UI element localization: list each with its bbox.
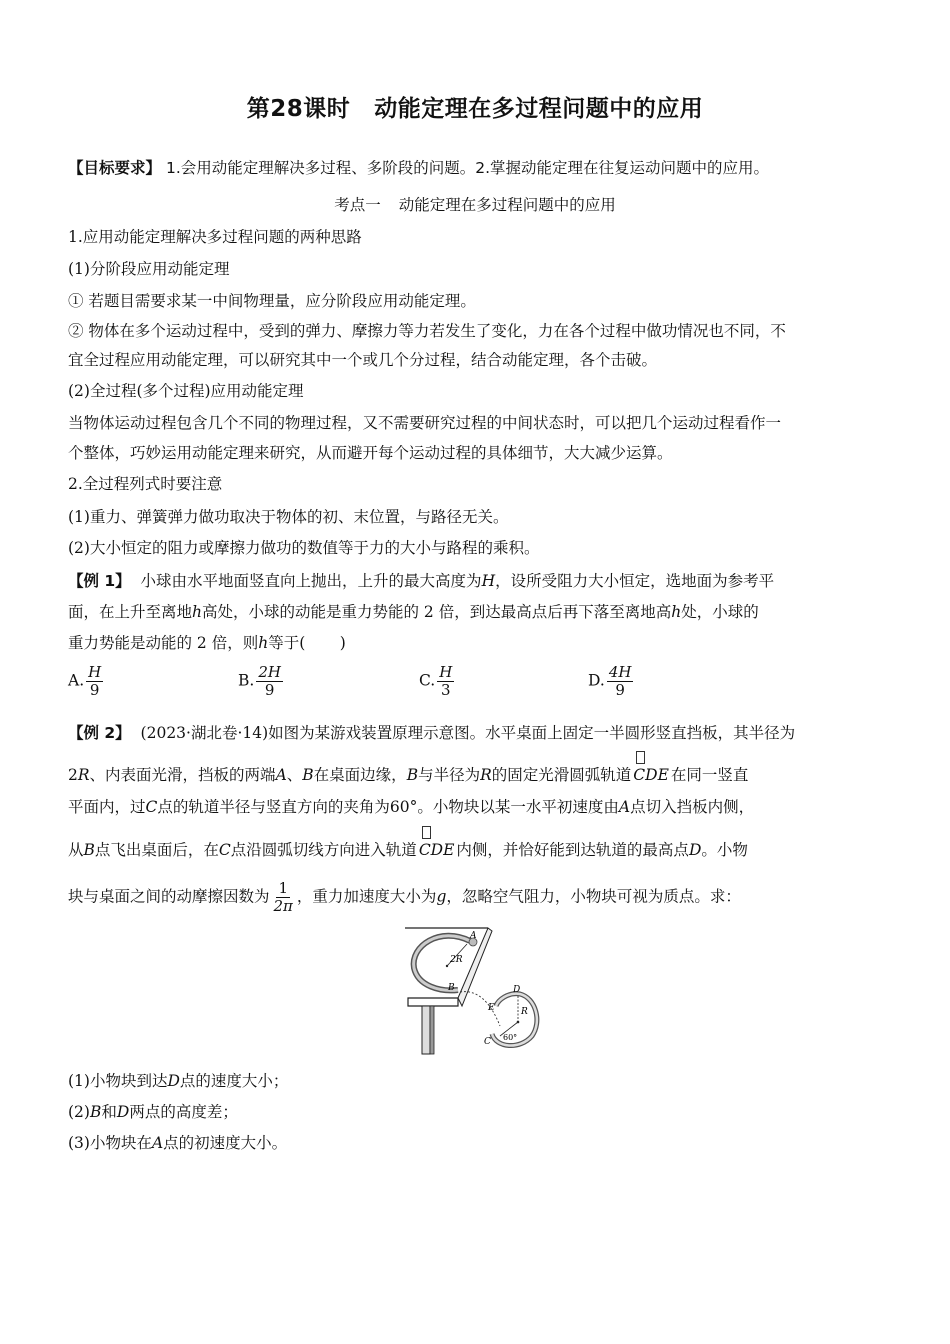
section-label: 考点一 [334,196,381,214]
arc-symbol: CDE [633,765,669,785]
example-1-line-2: 面，在上升至离地h高处，小球的动能是重力势能的 2 倍，到达最高点后再下落至离地高h处，小球的 [68,603,759,621]
objectives-label: 【目标要求】 [68,159,162,177]
paragraph: (1)分阶段应用动能定理 [68,260,230,278]
diagram-table-leg [422,1006,430,1054]
page-title [0,90,950,123]
diagram-label-r: R [521,1007,528,1017]
example-2-label: 【例 2】 [68,724,131,742]
example-2-line-3: 平面内，过C点的轨道半径与竖直方向的夹角为60°。小物块以某一水平初速度由A点切入挡板内侧， [68,798,755,816]
paragraph: 宜全过程应用动能定理，可以研究其中一个或几个分过程，结合动能定理，各个击破。 [68,351,658,369]
paragraph: ① 若题目需要求某一中间物理量，应分阶段应用动能定理。 [68,292,476,310]
paragraph: ② 物体在多个运动过程中，受到的弹力、摩擦力等力若发生了变化，力在各个过程中做功情况也不同，不 [68,322,786,340]
example-1-line-3: 重力势能是动能的 2 倍，则h等于( ) [68,634,346,652]
question-1: (1)小物块到达D点的速度大小； [68,1072,289,1090]
paragraph: (2)全过程(多个过程)应用动能定理 [68,382,304,400]
title-lesson-number: 第28课时 [246,96,351,122]
option-c[interactable]: C. $\frac{H}{3}$ [419,663,453,699]
paragraph: 1.应用动能定理解决多过程问题的两种思路 [68,228,362,246]
game-device-diagram [400,926,555,1056]
diagram-label-a: A [470,931,477,941]
option-d[interactable]: D. $\frac{4H}{9}$ [588,663,632,699]
diagram-label-b: B [448,983,455,993]
paragraph: (1)重力、弹簧弹力做功取决于物体的初、末位置，与路径无关。 [68,508,509,526]
example-2-line-2: 2R、内表面光滑，挡板的两端A、B在桌面边缘，B与半径为R的固定光滑圆弧轨道 CDE 在同一竖直 [68,765,888,785]
example-1-line-1: 【例 1】 小球由水平地面竖直向上抛出，上升的最大高度为H，设所受阻力大小恒定，选地面为参考平 [68,572,775,590]
question-3: (3)小物块在A点的初速度大小。 [68,1134,288,1152]
section-heading [0,193,950,215]
example-2-line-5: 块与桌面之间的动摩擦因数为 $\frac{1}{2\pi}$ ，重力加速度大小为g，忽略空气阻力，小物块可视为质点。求： [68,879,741,915]
diagram-label-d: D [513,985,521,995]
diagram-table-top [408,998,458,1006]
section-title: 动能定理在多过程问题中的应用 [398,196,616,214]
friction-fraction: $\frac{1}{2\pi}$ [273,879,293,915]
paragraph: (2)大小恒定的阻力或摩擦力做功的数值等于力的大小与路程的乘积。 [68,539,540,557]
option-a[interactable]: A. $\frac{H}{9}$ [68,663,102,699]
objectives-text: 1.会用动能定理解决多过程、多阶段的问题。2.掌握动能定理在往复运动问题中的应用。 [165,159,770,177]
example-1-label: 【例 1】 [68,572,131,590]
paragraph: 个整体，巧妙运用动能定理来研究，从而避开每个运动过程的具体细节，大大减少运算。 [68,444,673,462]
diagram-label-e: E [488,1003,495,1013]
example-2-line-1: 【例 2】 (2023·湖北卷·14)如图为某游戏装置原理示意图。水平桌面上固定一半圆形竖直挡板，其半径为 [68,724,796,742]
title-topic: 动能定理在多过程问题中的应用 [374,96,704,122]
diagram-label-2r: 2R [450,955,463,965]
objectives [68,158,888,178]
question-2: (2)B和D两点的高度差； [68,1103,238,1121]
diagram-table-leg-side [430,1006,434,1054]
paragraph: 2.全过程列式时要注意 [68,475,223,493]
diagram-label-c: C [484,1037,491,1047]
arc-symbol: CDE [419,840,455,860]
paragraph: 当物体运动过程包含几个不同的物理过程，又不需要研究过程的中间状态时，可以把几个运动过程看作一 [68,414,782,432]
example-2-line-4: 从B点飞出桌面后，在C点沿圆弧切线方向进入轨道 CDE 内侧，并恰好能到达轨道的最高点D。小物 [68,840,888,860]
option-b[interactable]: B. $\frac{2H}{9}$ [238,663,281,699]
diagram-label-angle: 60° [503,1033,518,1042]
